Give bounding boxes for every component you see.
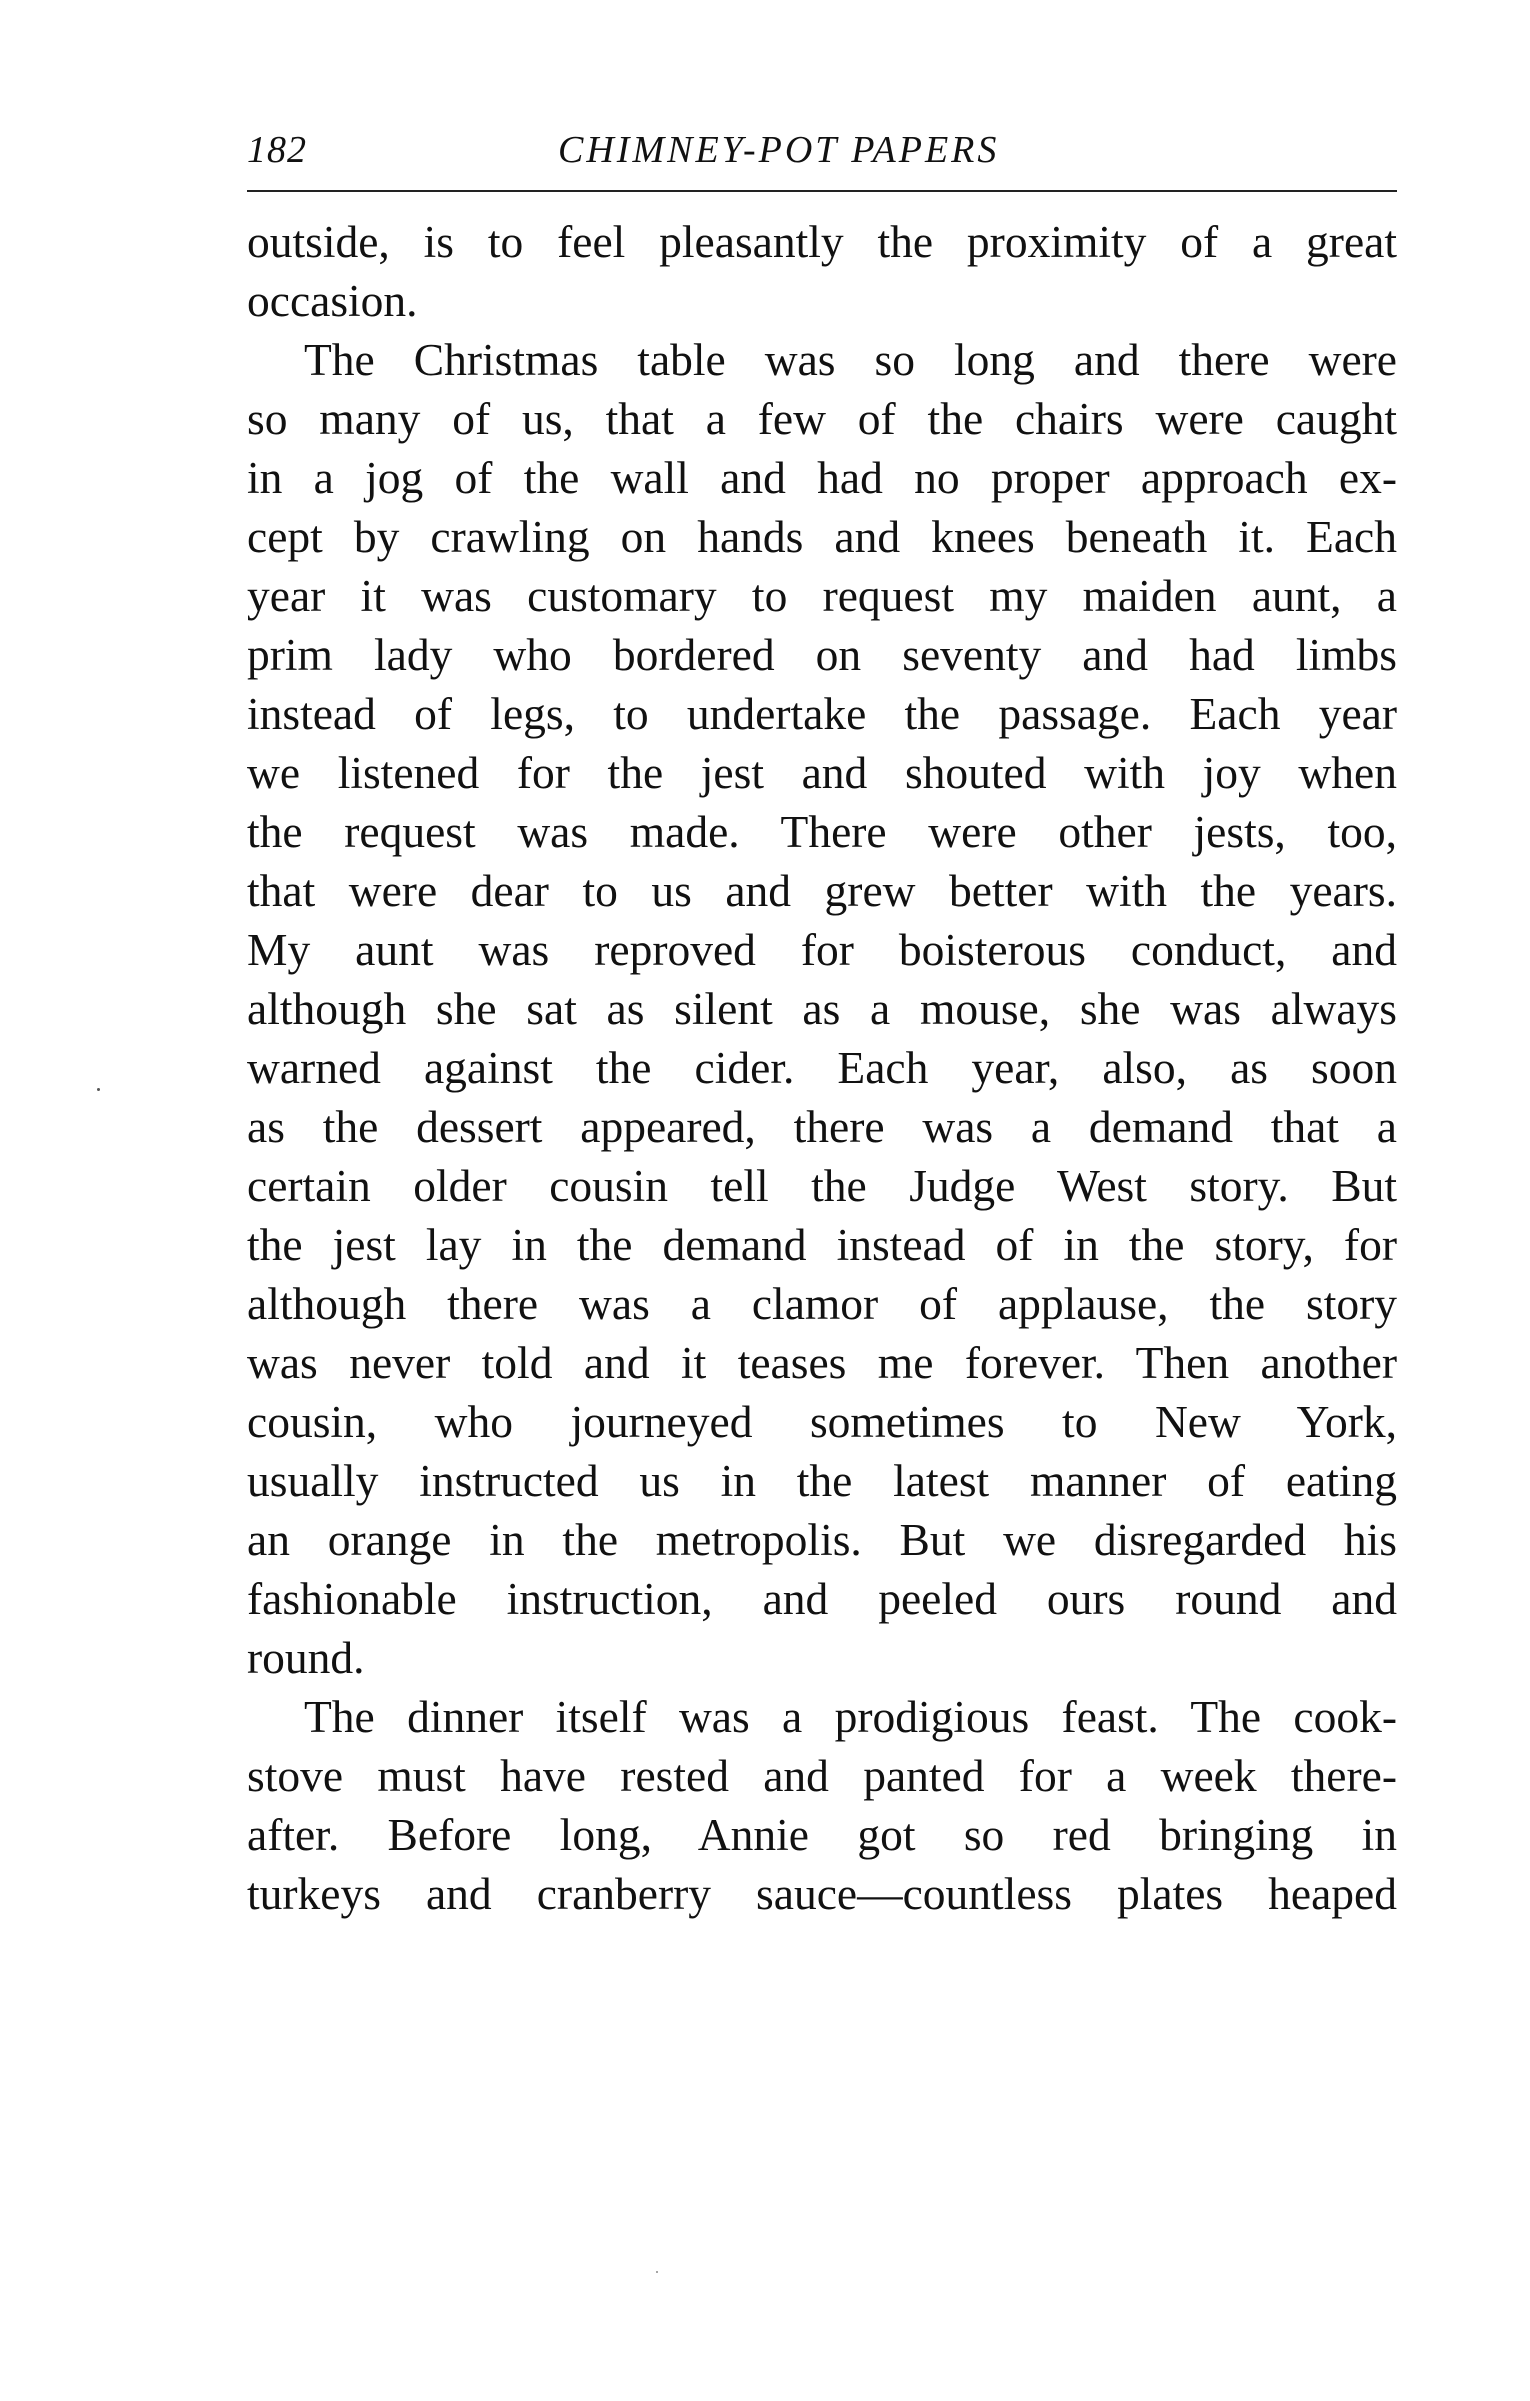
text-line: turkeys and cranberry sauce—countless plates heaped xyxy=(247,1868,1397,1919)
text-line: that were dear to us and grew better with the years. xyxy=(247,865,1397,916)
text-line: stove must have rested and panted for a week there- xyxy=(247,1750,1397,1801)
text-line: fashionable instruction, and peeled ours round and xyxy=(247,1573,1397,1624)
text-line: was never told and it teases me forever. Then another xyxy=(247,1337,1397,1388)
text-line: in a jog of the wall and had no proper approach ex- xyxy=(247,452,1397,503)
paper-speck xyxy=(97,1088,100,1091)
text-line: as the dessert appeared, there was a demand that a xyxy=(247,1101,1397,1152)
text-line: we listened for the jest and shouted with joy when xyxy=(247,747,1397,798)
text-line: year it was customary to request my maiden aunt, a xyxy=(247,570,1397,621)
text-line: the request was made. There were other jests, too, xyxy=(247,806,1397,857)
text-line: prim lady who bordered on seventy and had limbs xyxy=(247,629,1397,680)
text-line: usually instructed us in the latest manner of eating xyxy=(247,1455,1397,1506)
text-line: so many of us, that a few of the chairs were caught xyxy=(247,393,1397,444)
text-line: although there was a clamor of applause, the story xyxy=(247,1278,1397,1329)
text-line: cousin, who journeyed sometimes to New York, xyxy=(247,1396,1397,1447)
paper-speck xyxy=(656,2271,658,2273)
text-line: after. Before long, Annie got so red bringing in xyxy=(247,1809,1397,1860)
body-text xyxy=(247,212,1397,1923)
running-head: CHIMNEY-POT PAPERS xyxy=(558,129,1000,171)
text-line: although she sat as silent as a mouse, she was always xyxy=(247,983,1397,1034)
text-line: outside, is to feel pleasantly the proximity of a great xyxy=(247,216,1397,267)
text-line: certain older cousin tell the Judge West story. But xyxy=(247,1160,1397,1211)
text-line: occasion. xyxy=(247,275,418,326)
text-line: the jest lay in the demand instead of in the story, for xyxy=(247,1219,1397,1270)
text-line: cept by crawling on hands and knees beneath it. Each xyxy=(247,511,1397,562)
page-header xyxy=(247,118,1397,186)
text-line: The Christmas table was so long and there were xyxy=(304,334,1397,385)
text-line: an orange in the metropolis. But we disregarded his xyxy=(247,1514,1397,1565)
text-line: round. xyxy=(247,1632,365,1683)
header-rule xyxy=(247,190,1397,192)
text-line: instead of legs, to undertake the passage. Each year xyxy=(247,688,1397,739)
text-line: My aunt was reproved for boisterous conduct, and xyxy=(247,924,1397,975)
page-number: 182 xyxy=(247,129,307,171)
text-line: The dinner itself was a prodigious feast. The cook- xyxy=(304,1691,1397,1742)
text-line: warned against the cider. Each year, also, as soon xyxy=(247,1042,1397,1093)
